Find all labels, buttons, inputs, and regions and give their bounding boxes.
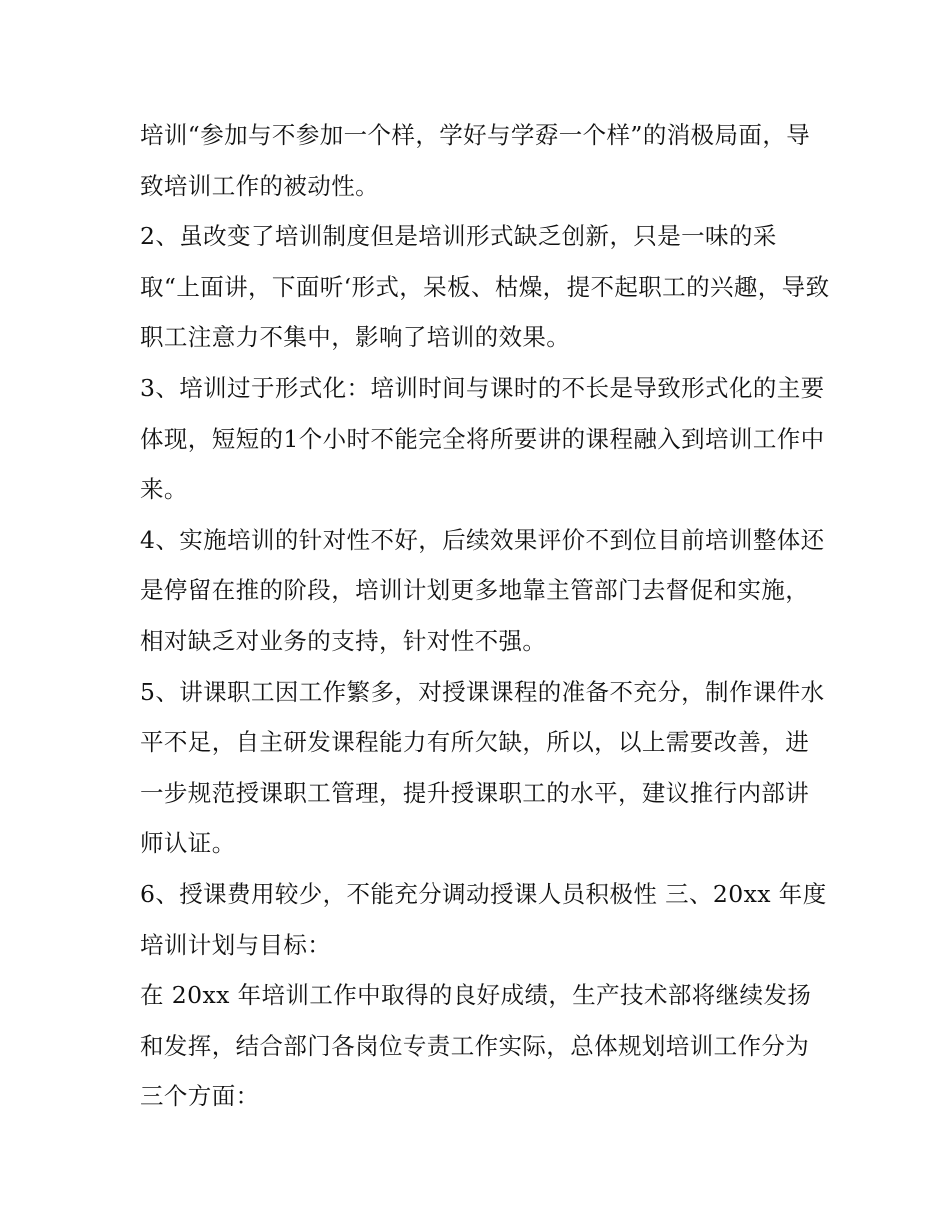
document-body — [140, 110, 830, 1122]
paragraph-item-3: 3、培训过于形式化：培训时间与课时的不长是导致形式化的主要体现，短短的1个小时不能完全将所要讲的课程融入到培训工作中来。 — [140, 373, 825, 504]
paragraph-training-plan: 在 20xx 年培训工作中取得的良好成绩，生产技术部将继续发扬和发挥，结合部门各岗位专责工作实际，总体规划培训工作分为三个方面： — [140, 981, 812, 1111]
paragraph-negative-situation: 培训“参加与不参加一个样，学好与学孬一个样”的消极局面，导致培训工作的被动性。 — [140, 121, 811, 200]
paragraph-item-5: 5、讲课职工因工作繁多，对授课课程的准备不充分，制作课件水平不足，自主研发课程能力有所欠缺，所以，以上需要改善，进一步规范授课职工管理，提升授课职工的水平，建议推行内部讲师认证。 — [140, 677, 825, 858]
paragraph-item-6: 6、授课费用较少，不能充分调动授课人员积极性 三、20xx 年度培训计划与目标： — [140, 879, 827, 959]
paragraph-item-4: 4、实施培训的针对性不好，后续效果评价不到位目前培训整体还是停留在推的阶段，培训计划更多地靠主管部门去督促和实施，相对缺乏对业务的支持，针对性不强。 — [140, 525, 825, 655]
paragraph-item-2: 2、虽改变了培训制度但是培训形式缺乏创新，只是一味的采取“上面讲，下面听‘形式，呆板、枯燥，提不起职工的兴趣，导致职工注意力不集中，影响了培训的效果。 — [140, 222, 830, 352]
